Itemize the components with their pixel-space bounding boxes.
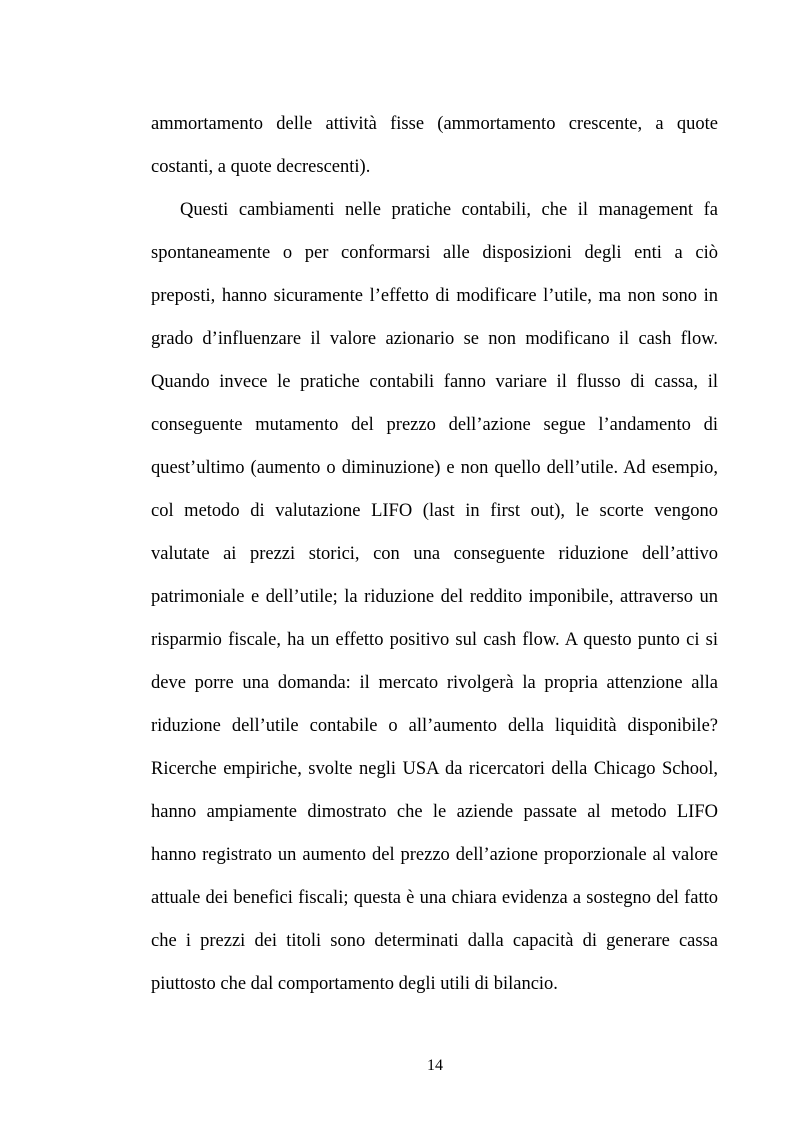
- text-line: valutate ai prezzi storici, con una conseguente riduzione dell’attivo: [151, 544, 718, 564]
- text-line: Questi cambiamenti nelle pratiche contabili, che il management fa: [180, 200, 718, 220]
- text-line: deve porre una domanda: il mercato rivolgerà la propria attenzione alla: [151, 673, 718, 693]
- text-line: Quando invece le pratiche contabili fanno variare il flusso di cassa, il: [151, 372, 718, 392]
- page-number: 14: [427, 1057, 443, 1074]
- text-line: hanno ampiamente dimostrato che le aziende passate al metodo LIFO: [151, 802, 718, 822]
- text-line: grado d’influenzare il valore azionario se non modificano il cash flow.: [151, 329, 718, 349]
- text-line: quest’ultimo (aumento o diminuzione) e non quello dell’utile. Ad esempio,: [151, 458, 718, 478]
- text-line: Ricerche empiriche, svolte negli USA da ricercatori della Chicago School,: [151, 759, 718, 779]
- text-line: conseguente mutamento del prezzo dell’azione segue l’andamento di: [151, 415, 718, 435]
- text-line: spontaneamente o per conformarsi alle disposizioni degli enti a ciò: [151, 243, 718, 263]
- text-line: col metodo di valutazione LIFO (last in first out), le scorte vengono: [151, 501, 718, 521]
- text-line: attuale dei benefici fiscali; questa è una chiara evidenza a sostegno del fatto: [151, 888, 718, 908]
- text-line: hanno registrato un aumento del prezzo dell’azione proporzionale al valore: [151, 845, 718, 865]
- text-line: piuttosto che dal comportamento degli utili di bilancio.: [151, 974, 558, 994]
- text-line: ammortamento delle attività fisse (ammortamento crescente, a quote: [151, 114, 718, 134]
- text-line: risparmio fiscale, ha un effetto positivo sul cash flow. A questo punto ci si: [151, 630, 718, 650]
- text-line: costanti, a quote decrescenti).: [151, 157, 371, 177]
- text-line: preposti, hanno sicuramente l’effetto di modificare l’utile, ma non sono in: [151, 286, 718, 306]
- text-line: riduzione dell’utile contabile o all’aumento della liquidità disponibile?: [151, 716, 718, 736]
- text-line: patrimoniale e dell’utile; la riduzione del reddito imponibile, attraverso un: [151, 587, 718, 607]
- text-line: che i prezzi dei titoli sono determinati dalla capacità di generare cassa: [151, 931, 718, 951]
